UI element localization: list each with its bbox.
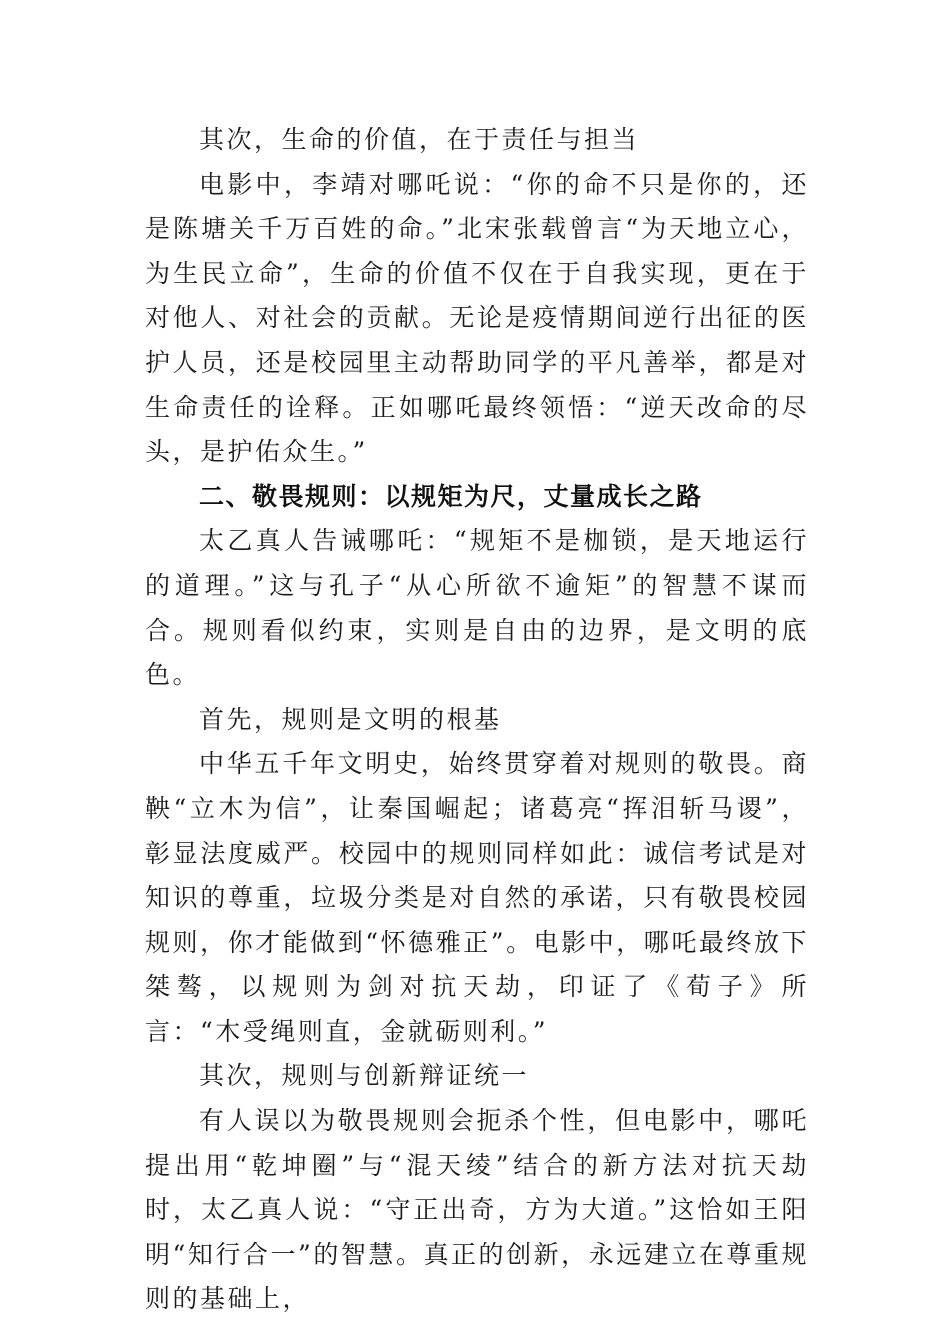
document-body	[145, 118, 809, 1322]
paragraph-innovation: 有人误以为敬畏规则会扼杀个性，但电影中，哪吒提出用“乾坤圈”与“混天绫”结合的新方法对抗天劫时，太乙真人说：“守正出奇，方为大道。”这恰如王阳明“知行合一”的智慧。真正的创新，永远建立在尊重规则的基础上，	[145, 1106, 809, 1314]
subheading-rules-foundation: 首先，规则是文明的根基	[199, 704, 502, 734]
paragraph-civilization-history: 中华五千年文明史，始终贯穿着对规则的敬畏。商鞅“立木为信”，让秦国崛起；诸葛亮“挥泪斩马谡”，彰显法度威严。校园中的规则同样如此：诚信考试是对知识的尊重，垃圾分类是对自然的承诺，只有敬畏校园规则，你才能做到“怀德雅正”。电影中，哪吒最终放下桀骜，以规则为剑对抗天劫，印证了《荀子》所言：“木受绳则直，金就砺则利。”	[145, 749, 809, 1046]
section-heading-respect-rules: 二、敬畏规则：以规矩为尺，丈量成长之路	[199, 481, 703, 511]
subheading-rules-innovation: 其次，规则与创新辩证统一	[199, 1061, 530, 1091]
paragraph-li-jing-quote: 电影中，李靖对哪吒说：“你的命不只是你的，还是陈塘关千万百姓的命。”北宋张载曾言“为天地立心，为生民立命”，生命的价值不仅在于自我实现，更在于对他人、对社会的贡献。无论是疫情期间逆行出征的医护人员，还是校园里主动帮助同学的平凡善举，都是对生命责任的诠释。正如哪吒最终领悟：“逆天改命的尽头，是护佑众生。”	[145, 169, 809, 467]
paragraph-taiyi-quote: 太乙真人告诫哪吒：“规矩不是枷锁，是天地运行的道理。”这与孔子“从心所欲不逾矩”的智慧不谋而合。规则看似约束，实则是自由的边界，是文明的底色。	[145, 526, 809, 690]
subheading-life-responsibility: 其次，生命的价值，在于责任与担当	[199, 125, 640, 154]
